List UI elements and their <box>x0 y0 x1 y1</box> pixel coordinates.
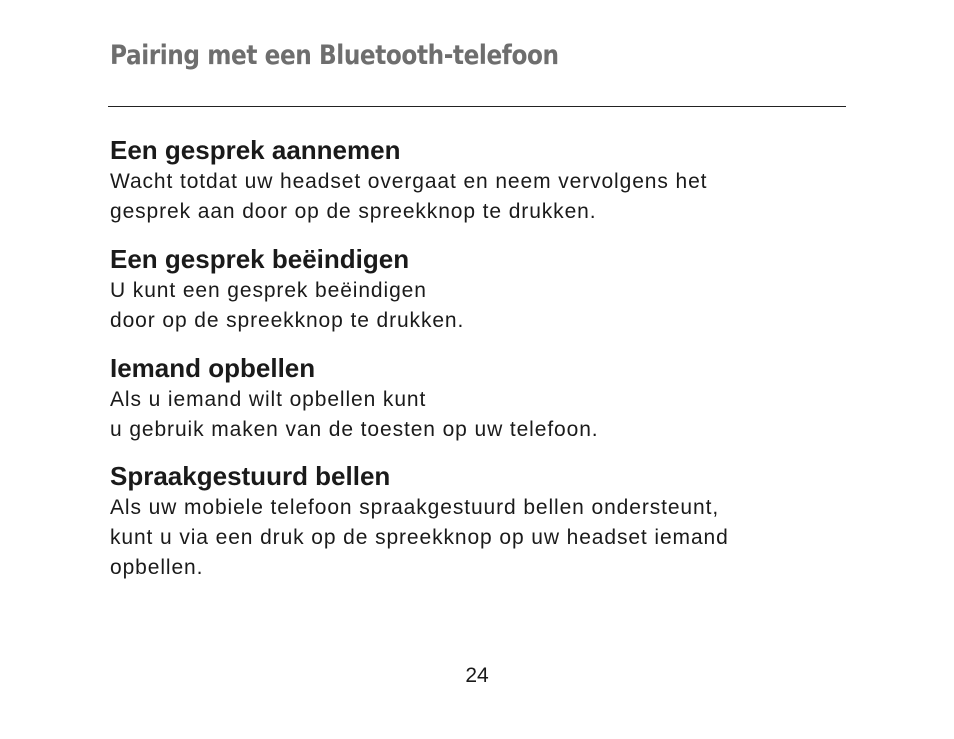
section-body <box>110 274 850 336</box>
section-heading: Spraakgestuurd bellen <box>110 461 391 491</box>
section-body <box>110 165 850 227</box>
body-line: door op de spreekknop te drukken. <box>110 309 465 332</box>
section-voice-dialing <box>110 461 850 583</box>
body-line: Wacht totdat uw headset overgaat en neem vervolgens het <box>110 170 708 193</box>
body-line: Als u iemand wilt opbellen kunt <box>110 388 427 411</box>
section-body <box>110 491 850 583</box>
body-line: gesprek aan door op de spreekknop te drukken. <box>110 200 597 223</box>
page-title: Pairing met een Bluetooth-telefoon <box>110 40 559 71</box>
body-line: U kunt een gesprek beëindigen <box>110 279 427 302</box>
body-line: Als uw mobiele telefoon spraakgestuurd bellen ondersteunt, <box>110 496 720 519</box>
section-make-call <box>110 353 850 445</box>
section-answer-call <box>110 135 850 227</box>
title-divider <box>108 106 846 107</box>
section-heading: Een gesprek beëindigen <box>110 244 410 274</box>
section-end-call <box>110 244 850 336</box>
body-line: kunt u via een druk op de spreekknop op uw headset iemand <box>110 526 729 549</box>
section-body <box>110 383 850 445</box>
page-number: 24 <box>465 664 489 687</box>
body-line: u gebruik maken van de toesten op uw telefoon. <box>110 418 599 441</box>
section-heading: Iemand opbellen <box>110 353 316 383</box>
section-heading: Een gesprek aannemen <box>110 135 401 165</box>
body-line: opbellen. <box>110 556 204 579</box>
